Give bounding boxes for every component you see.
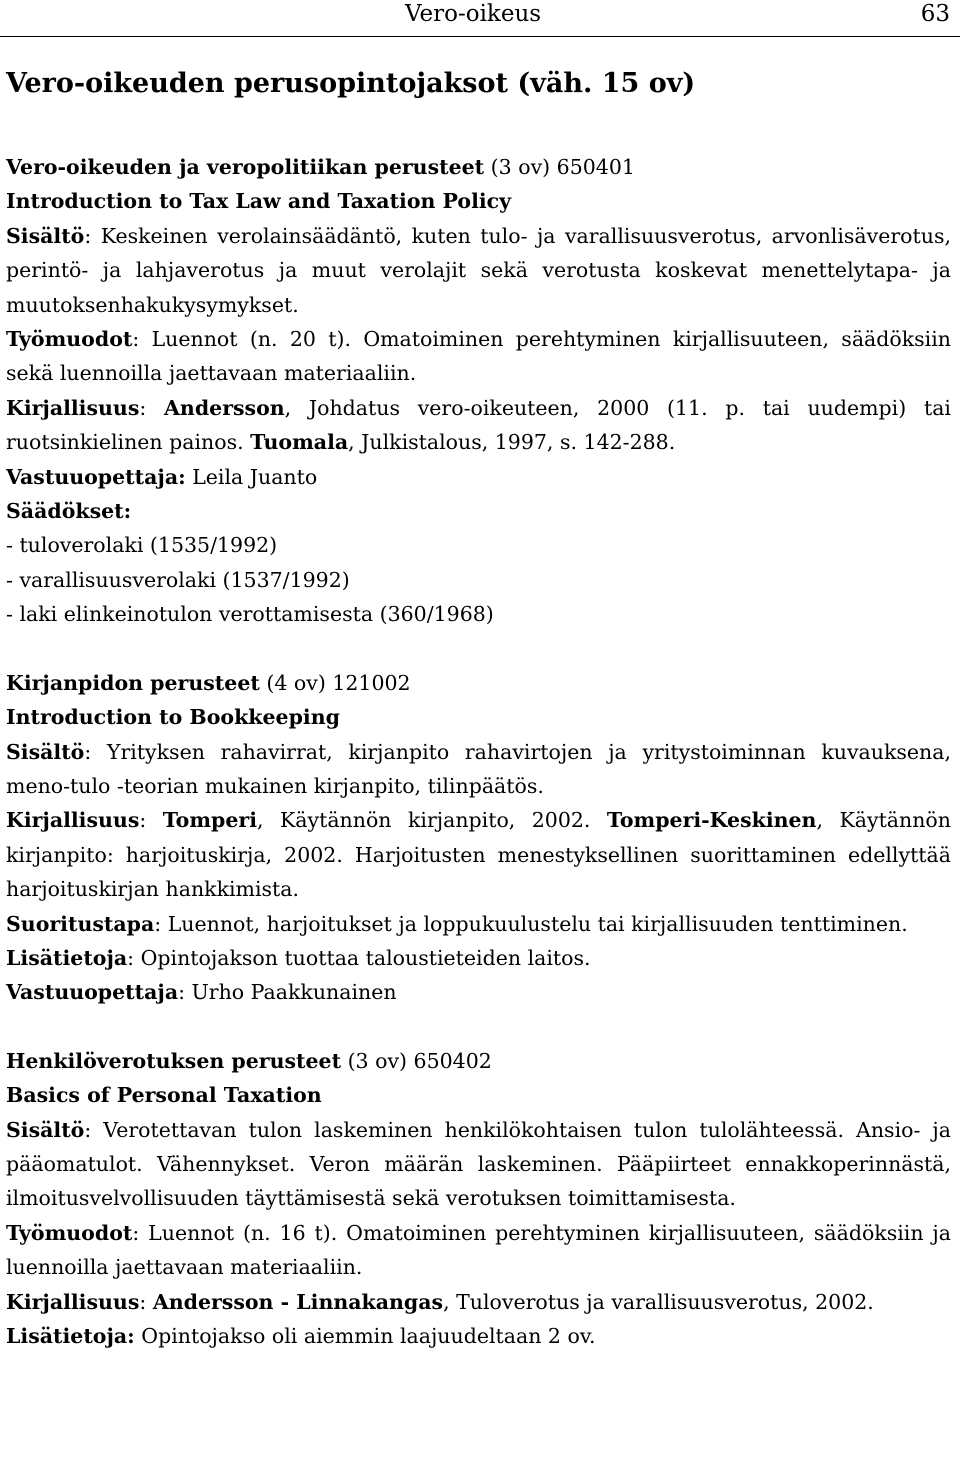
- course2-title: Kirjanpidon perusteet: [6, 670, 260, 695]
- course2-teacher-text: : Urho Paakkunainen: [178, 980, 397, 1005]
- course1-heading: [6, 150, 951, 184]
- course3-heading: [6, 1044, 951, 1078]
- course1-statute-item: - tuloverolaki (1535/1992): [6, 533, 278, 558]
- section-gap: [6, 1010, 951, 1044]
- course3-literature: [6, 1285, 951, 1319]
- course1-english-title: Introduction to Tax Law and Taxation Policy: [6, 189, 512, 214]
- course2-lit-label: Kirjallisuus: [6, 808, 140, 833]
- course2-heading: [6, 666, 951, 700]
- course1-title: Vero-oikeuden ja veropolitiikan perusteet: [6, 155, 485, 179]
- course2-lit-sep: :: [139, 808, 163, 833]
- section-title: Vero-oikeuden perusopintojaksot (väh. 15 ov): [6, 68, 696, 99]
- course1-credits: (3 ov) 650401: [484, 155, 635, 179]
- course1-lit-text1: , Johdatus vero-oikeuteen, 2000 (11. p. tai uudempi) tai ruotsinkielinen painos.: [6, 395, 951, 455]
- course2-info-label: Lisätietoja: [6, 945, 128, 970]
- course2-credits: (4 ov) 121002: [259, 670, 411, 695]
- course2-lit-text2: , Käytännön kirjanpito: harjoituskirja, 2002. Harjoitusten menestyksellinen suorittaminen edellyttää harjoituskirjan hankkimista.: [6, 808, 951, 902]
- course3-info: [6, 1319, 951, 1353]
- course3-english-title: Basics of Personal Taxation: [6, 1083, 322, 1108]
- course2-literature: [6, 803, 951, 906]
- course2-lit-text1: , Käytännön kirjanpito, 2002.: [256, 808, 607, 833]
- course3-methods-text: : Luennot (n. 16 t). Omatoiminen perehtyminen kirjallisuuteen, säädöksiin ja luennoilla jaettavaan materiaaliin.: [6, 1220, 951, 1280]
- course1-lit-author2: Tuomala: [250, 430, 349, 455]
- course2-content-text: : Yrityksen rahavirrat, kirjanpito rahavirtojen ja yritystoiminnan kuvauksena, meno-tulo -teorian mukainen kirjanpito, tilinpäätös.: [6, 739, 951, 798]
- course1-methods: [6, 322, 951, 391]
- section-gap: [6, 632, 951, 666]
- course1-content: [6, 219, 951, 322]
- course2-lit-author1: Tomperi: [162, 808, 257, 833]
- course1-lit-author1: Andersson: [164, 395, 285, 420]
- course1-content-label: Sisältö: [6, 223, 85, 248]
- page-number: 63: [920, 1, 950, 27]
- course1-lit-sep: :: [139, 395, 165, 420]
- course1-methods-text: : Luennot (n. 20 t). Omatoiminen perehtyminen kirjallisuuteen, säädöksiin sekä luennoilla jaettavaan materiaaliin.: [6, 327, 951, 386]
- course3-info-text: Opintojakso oli aiemmin laajuudeltaan 2 ov.: [134, 1324, 596, 1348]
- course3-content-text: : Verotettavan tulon laskeminen henkilökohtaisen tulon tulolähteessä. Ansio- ja pääomatulot. Vähennykset. Veron määrän laskeminen. Pääpiirteet ennakkoperinnästä, ilmoitusvelvollisuuden täyttämisestä sekä verotuksen toimittamisesta.: [6, 1117, 951, 1211]
- course2-english-title: Introduction to Bookkeeping: [6, 705, 340, 730]
- course2-info: [6, 941, 951, 975]
- course1-content-text: : Keskeinen verolainsäädäntö, kuten tulo- ja varallisuusverotus, arvonlisäverotus, perintö- ja lahjaverotus ja muut verolajit sekä verotusta koskevat menettelytapa- ja muutoksenhakukysymykset.: [6, 223, 951, 317]
- course3-info-label: Lisätietoja:: [6, 1324, 135, 1348]
- course2-method: [6, 907, 951, 941]
- course3-lit-author1: Andersson - Linnakangas: [152, 1289, 444, 1314]
- course1-lit-text2: , Julkistalous, 1997, s. 142-288.: [348, 430, 676, 455]
- course2-teacher: [6, 975, 951, 1009]
- course1-teacher-text: Leila Juanto: [185, 464, 318, 489]
- course3-title: Henkilöverotuksen perusteet: [6, 1048, 342, 1073]
- course1-statutes-label: Säädökset:: [6, 499, 132, 524]
- course1-statute-item: - laki elinkeinotulon verottamisesta (360/1968): [6, 602, 494, 627]
- course3-lit-sep: :: [139, 1289, 153, 1314]
- course1-teacher: [6, 460, 951, 494]
- course2-method-text: : Luennot, harjoitukset ja loppukuulustelu tai kirjallisuuden tenttiminen.: [154, 911, 908, 936]
- course3-credits: (3 ov) 650402: [341, 1048, 492, 1073]
- course2-info-text: : Opintojakson tuottaa taloustieteiden laitos.: [127, 945, 591, 970]
- course-listing: [6, 150, 951, 1353]
- course1-teacher-label: Vastuuopettaja:: [6, 464, 186, 489]
- course2-teacher-label: Vastuuopettaja: [6, 980, 179, 1005]
- course3-methods: [6, 1216, 951, 1285]
- course1-statute-item: - varallisuusverolaki (1537/1992): [6, 567, 350, 592]
- page-header: [0, 0, 960, 37]
- course2-content-label: Sisältö: [6, 739, 85, 764]
- course2-content: [6, 735, 951, 804]
- course3-methods-label: Työmuodot: [6, 1220, 133, 1245]
- course2-method-label: Suoritustapa: [6, 911, 155, 936]
- running-header-title: Vero-oikeus: [405, 1, 542, 27]
- course2-lit-author2: Tomperi-Keskinen: [606, 808, 817, 833]
- course3-lit-text1: , Tuloverotus ja varallisuusverotus, 2002.: [443, 1289, 874, 1314]
- course1-methods-label: Työmuodot: [6, 327, 133, 352]
- course3-content: [6, 1113, 951, 1216]
- course1-literature: [6, 391, 951, 460]
- course3-content-label: Sisältö: [6, 1117, 85, 1142]
- course1-lit-label: Kirjallisuus: [6, 395, 140, 420]
- course3-lit-label: Kirjallisuus: [6, 1289, 140, 1314]
